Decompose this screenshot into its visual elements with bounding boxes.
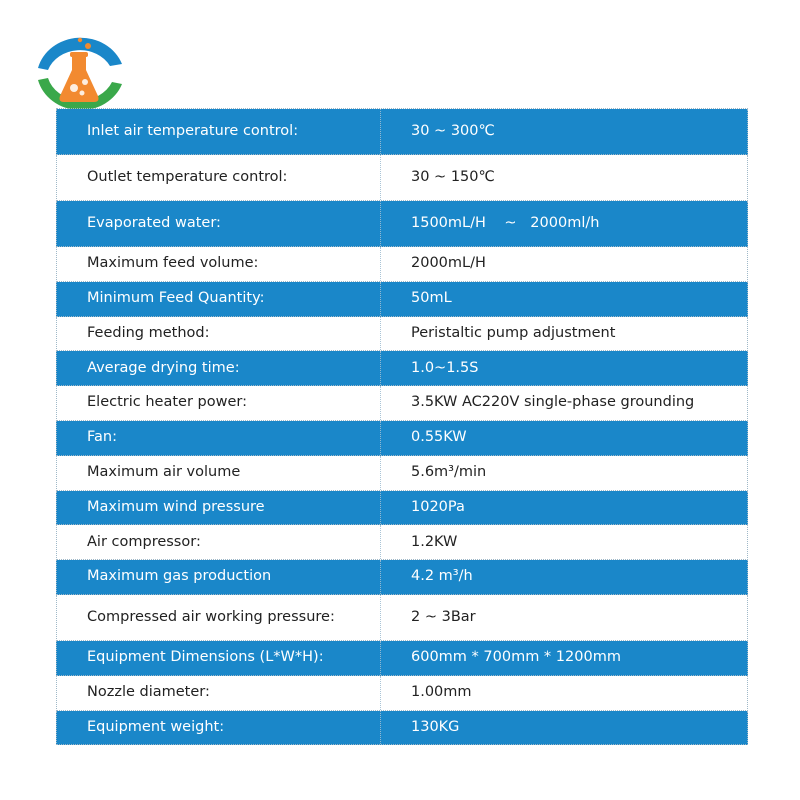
spec-value: 1.0~1.5S [411, 359, 479, 376]
spec-row [56, 421, 748, 456]
spec-row [56, 155, 748, 201]
spec-value: 130KG [411, 718, 460, 735]
spec-value: 1.00mm [411, 683, 472, 700]
spec-row [56, 560, 748, 595]
spec-value: 50mL [411, 290, 452, 306]
spec-value: 3.5KW AC220V single-phase grounding [411, 394, 695, 411]
spec-row [56, 456, 748, 491]
spec-row [56, 282, 748, 317]
spec-row [56, 109, 748, 155]
spec-label: Nozzle diameter: [57, 676, 381, 710]
spec-row [56, 525, 748, 560]
spec-label: Compressed air working pressure: [57, 595, 381, 640]
spec-row [56, 317, 748, 352]
spec-row [56, 351, 748, 386]
spec-row [56, 676, 748, 711]
spec-row [56, 386, 748, 421]
spec-value: 4.2 m³/h [411, 568, 473, 585]
spec-label: Inlet air temperature control: [57, 109, 381, 154]
spec-value: 1.2KW [411, 533, 458, 550]
spec-label: Maximum wind pressure [57, 491, 381, 525]
spec-value: 30 ~ 300℃ [411, 122, 495, 139]
spec-value: 0.55KW [411, 429, 467, 446]
spec-label: Feeding method: [57, 317, 381, 351]
spec-value: Peristaltic pump adjustment [411, 324, 616, 341]
spec-row [56, 595, 748, 641]
spec-value: 1500mL/H ~ 2000ml/h [411, 214, 600, 231]
spec-row [56, 641, 748, 676]
spec-value: 2 ~ 3Bar [411, 608, 476, 625]
spec-label: Air compressor: [57, 525, 381, 559]
spec-value: 30 ~ 150℃ [411, 168, 495, 185]
spec-table [56, 108, 748, 745]
spec-label: Equipment weight: [57, 711, 381, 745]
flask-logo-icon [30, 30, 130, 120]
spec-value: 1020Pa [411, 498, 465, 515]
spec-label: Maximum gas production [57, 560, 381, 594]
spec-label: Equipment Dimensions (L*W*H): [57, 641, 381, 675]
spec-value: 2000mL/H [411, 255, 486, 272]
spec-label: Average drying time: [57, 351, 381, 385]
spec-row [56, 711, 748, 746]
spec-label: Minimum Feed Quantity: [57, 282, 381, 316]
spec-value: 600mm * 700mm * 1200mm [411, 649, 621, 666]
spec-row [56, 201, 748, 247]
spec-value: 5.6m³/min [411, 463, 487, 480]
spec-label: Evaporated water: [57, 201, 381, 246]
spec-label: Maximum feed volume: [57, 247, 381, 281]
spec-row [56, 247, 748, 282]
spec-label: Outlet temperature control: [57, 155, 381, 200]
spec-label: Electric heater power: [57, 386, 381, 420]
spec-label: Fan: [57, 421, 381, 455]
spec-label: Maximum air volume [57, 456, 381, 490]
spec-row [56, 491, 748, 526]
